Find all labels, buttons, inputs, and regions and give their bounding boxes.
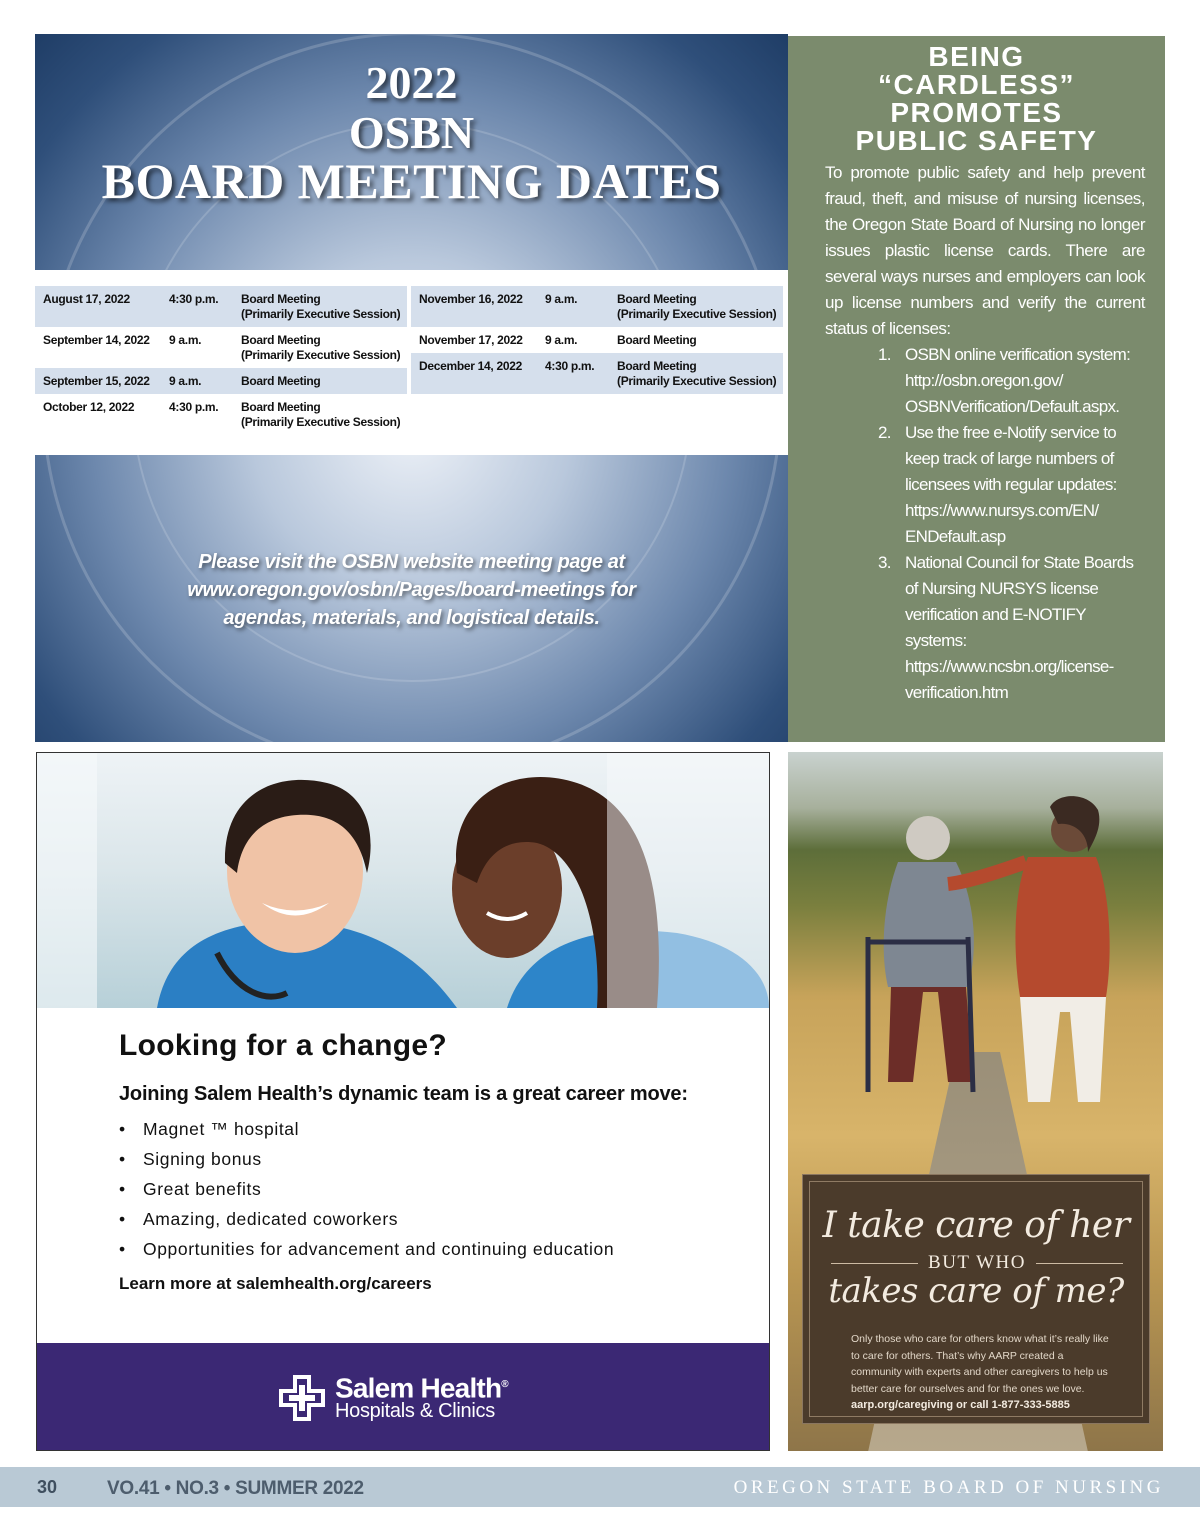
table-row <box>35 327 407 368</box>
page-footer <box>0 1467 1200 1507</box>
list-item: 1. OSBN online verification system: http://osbn.oregon.gov/ OSBNVerification/Default.aspx. <box>878 345 1131 416</box>
benefits-list <box>119 1114 739 1264</box>
medical-cross-icon <box>279 1375 325 1421</box>
aarp-headline-line3: takes care of me? <box>828 1271 1124 1311</box>
aarp-headline-line1: I take care of her <box>822 1205 1130 1246</box>
meeting-description: Board Meeting (Primarily Executive Session) <box>617 359 777 388</box>
meeting-description: Board Meeting <box>241 374 321 388</box>
meeting-description: Board Meeting (Primarily Executive Session) <box>241 292 401 321</box>
meeting-date: November 16, 2022 <box>419 292 523 306</box>
nurses-photo <box>37 753 769 1008</box>
careers-link[interactable]: Learn more at salemhealth.org/careers <box>119 1274 432 1293</box>
ad-subheadline: Joining Salem Health’s dynamic team is a great career move: <box>119 1083 688 1105</box>
meeting-date: September 15, 2022 <box>43 374 150 388</box>
verification-method-text[interactable]: OSBN online verification system: http://osbn.oregon.gov/ OSBNVerification/Default.aspx. <box>905 345 1131 416</box>
schedule-left-column <box>35 286 407 435</box>
meeting-description: Board Meeting (Primarily Executive Session) <box>241 333 401 362</box>
table-row <box>411 327 783 353</box>
meeting-date: September 14, 2022 <box>43 333 150 347</box>
meeting-time: 9 a.m. <box>169 333 202 347</box>
salem-ad-copy <box>119 1029 739 1294</box>
meeting-time: 4:30 p.m. <box>169 400 219 414</box>
list-item: • Amazing, dedicated coworkers <box>119 1204 739 1234</box>
salem-health-logo <box>279 1373 508 1423</box>
aarp-headline-line2: BUT WHO <box>821 1252 1133 1274</box>
aarp-message-card <box>802 1174 1150 1424</box>
cardless-sidebar <box>788 36 1165 742</box>
meeting-time: 4:30 p.m. <box>545 359 595 373</box>
ad-headline: Looking for a change? <box>119 1029 447 1062</box>
table-row <box>35 286 407 327</box>
aarp-body-text: Only those who care for others know what it’s really like to care for others. That’s why AARP created a community with experts and other caregivers to help us better care for ourselves and for the ones we love. <box>851 1333 1109 1395</box>
visit-website-note: Please visit the OSBN website meeting page at www.oregon.gov/osbn/Pages/board-meetings for agendas, materials, and logistical details. <box>187 551 636 629</box>
board-title-year: 2022 <box>365 57 458 108</box>
meeting-schedule <box>35 270 788 455</box>
organization-name: OREGON STATE BOARD OF NURSING <box>733 1477 1164 1498</box>
meeting-time: 9 a.m. <box>545 292 578 306</box>
meeting-description: Board Meeting <box>617 333 697 347</box>
caregivers-photo <box>788 752 1163 1172</box>
meeting-date: December 14, 2022 <box>419 359 522 373</box>
logo-name: Salem Health® <box>335 1372 508 1404</box>
table-row <box>411 353 783 394</box>
verification-methods-list <box>878 342 1138 706</box>
photo-background-window <box>37 753 97 1008</box>
table-row <box>35 394 407 435</box>
meeting-date: October 12, 2022 <box>43 400 135 414</box>
meeting-date: August 17, 2022 <box>43 292 130 306</box>
table-row <box>35 368 407 394</box>
verification-method-text[interactable]: National Council for State Boards of Nursing NURSYS license verification and E-NOTIFY systems: https://www.ncsbn.org/license- verification.htm <box>905 553 1134 702</box>
photo-background-window <box>607 753 769 1008</box>
meeting-description: Board Meeting (Primarily Executive Session) <box>241 400 401 429</box>
issue-info: VO.41 • NO.3 • SUMMER 2022 <box>107 1478 364 1499</box>
table-row <box>411 286 783 327</box>
list-item: • Magnet ™ hospital <box>119 1114 739 1144</box>
list-item: 3. National Council for State Boards of Nursing NURSYS license verification and E-NOTIFY systems: https://www.ncsbn.org/license- verification.htm <box>878 553 1134 702</box>
page-number: 30 <box>37 1477 58 1497</box>
meeting-description: Board Meeting (Primarily Executive Session) <box>617 292 777 321</box>
board-title-org: OSBN <box>348 107 475 158</box>
board-title-main: BOARD MEETING DATES <box>101 153 722 209</box>
schedule-right-column <box>411 286 783 394</box>
logo-subtitle: Hospitals & Clinics <box>335 1399 495 1422</box>
meeting-time: 4:30 p.m. <box>169 292 219 306</box>
salem-health-ad <box>36 752 770 1451</box>
board-meeting-dates-panel <box>35 34 788 742</box>
cardless-intro: To promote public safety and help prevent fraud, theft, and misuse of nursing licenses, the Oregon State Board of Nursing no longer issues plastic license cards. There are several ways nurses and employers can look up license numbers and verify the current status of licenses: <box>825 163 1145 338</box>
cardless-title: BEING “CARDLESS” PROMOTES PUBLIC SAFETY <box>855 41 1098 156</box>
verification-method-text[interactable]: Use the free e-Notify service to keep track of large numbers of licensees with regular updates: https://www.nursys.com/EN/ ENDefault.asp <box>905 423 1117 546</box>
meeting-time: 9 a.m. <box>545 333 578 347</box>
meeting-time: 9 a.m. <box>169 374 202 388</box>
aarp-caregiving-ad <box>788 752 1163 1451</box>
salem-footer-band <box>37 1343 769 1451</box>
aarp-contact-link[interactable]: aarp.org/caregiving or call 1-877-333-5885 <box>851 1399 1070 1411</box>
list-item: 2. Use the free e-Notify service to keep track of large numbers of licensees with regular updates: https://www.nursys.com/EN/ ENDefault.asp <box>878 423 1117 546</box>
meeting-date: November 17, 2022 <box>419 333 523 347</box>
list-item: • Signing bonus <box>119 1144 739 1174</box>
list-item: • Great benefits <box>119 1174 739 1204</box>
list-item: • Opportunities for advancement and continuing education <box>119 1234 739 1264</box>
